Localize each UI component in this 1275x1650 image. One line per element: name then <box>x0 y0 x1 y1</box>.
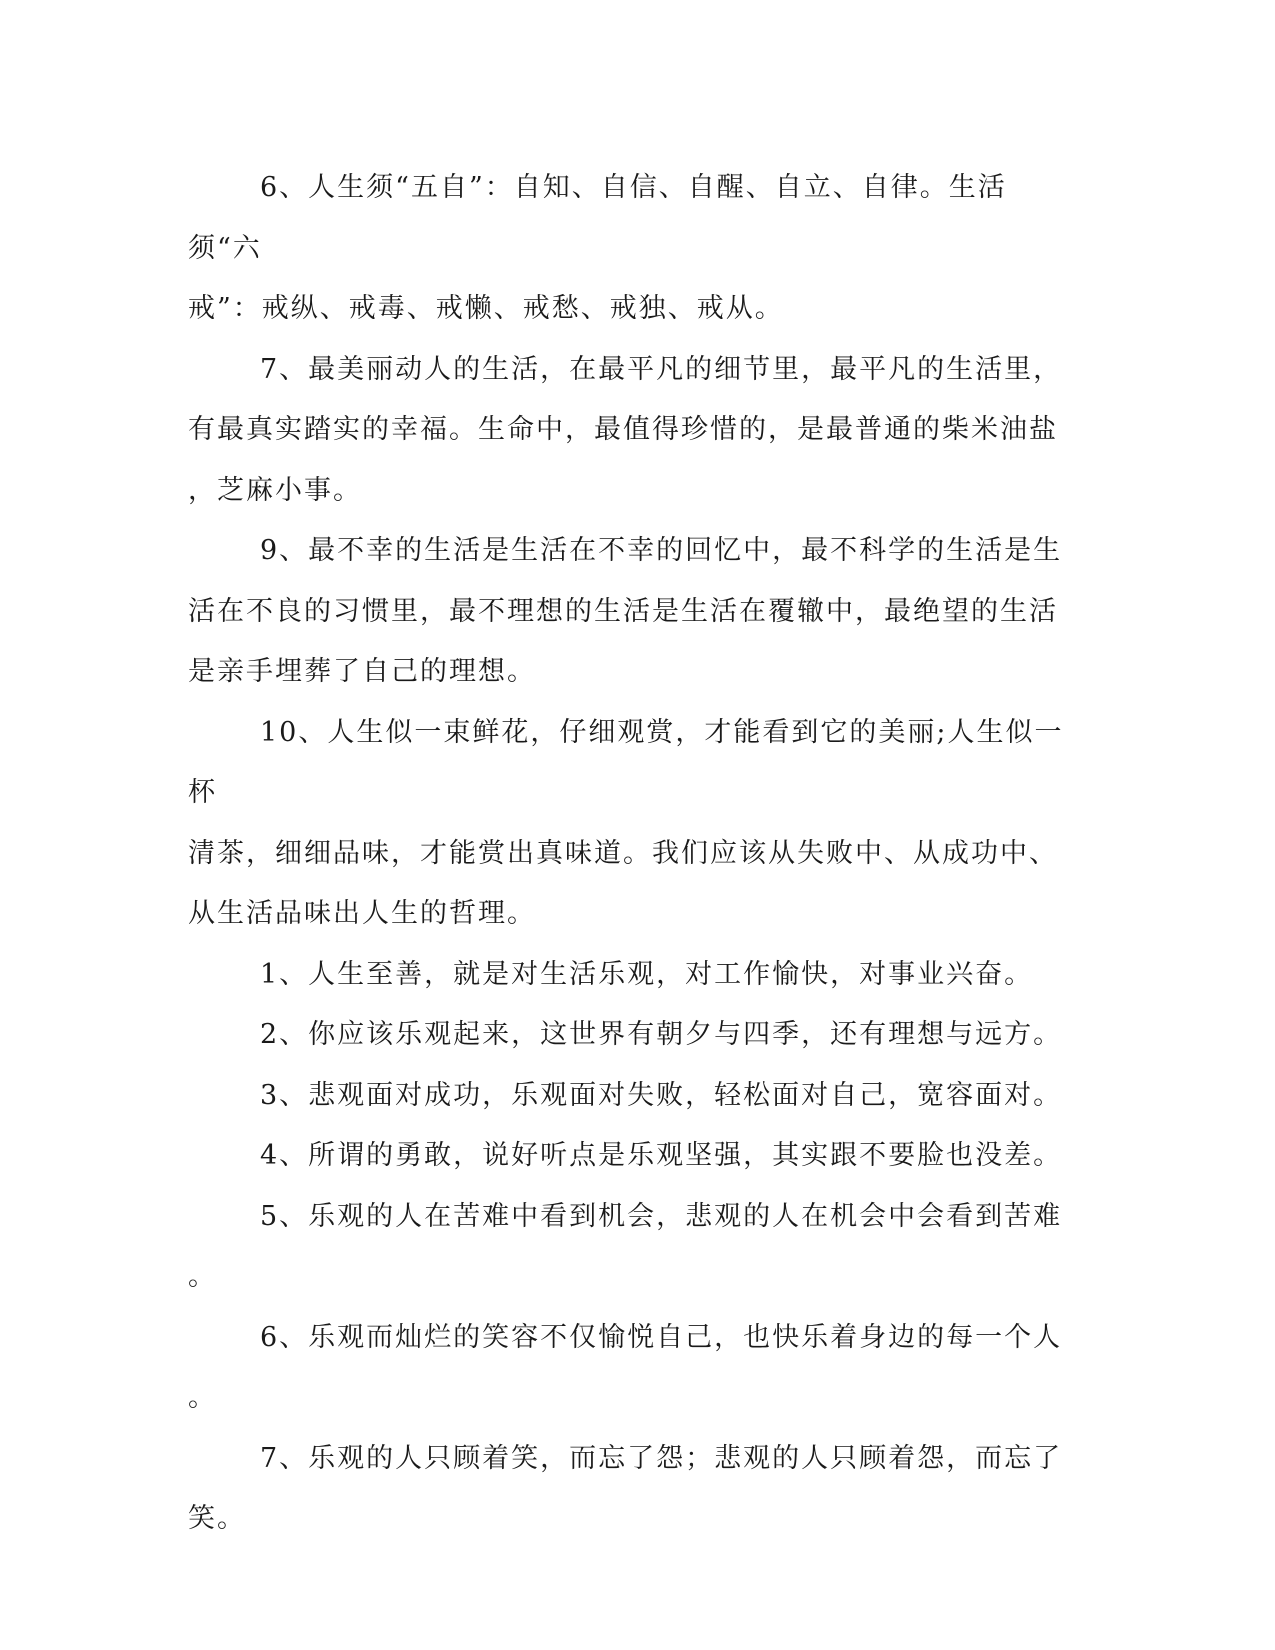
text-line: 活在不良的习惯里，最不理想的生活是生活在覆辙中，最绝望的生活 <box>188 595 1058 627</box>
text-line: 从生活品味出人生的哲理。 <box>188 898 536 929</box>
text-line: 1、人生至善，就是对生活乐观，对工作愉快，对事业兴奋。 <box>260 958 1034 990</box>
paragraph-1-goodness <box>188 945 1078 1006</box>
paragraph-2-optimism <box>188 1005 1078 1066</box>
document-body <box>188 158 1078 1550</box>
paragraph-6-smile <box>188 1308 1078 1429</box>
paragraph-6-wuzi <box>188 158 1078 340</box>
text-line: 是亲手埋葬了自己的理想。 <box>188 656 536 687</box>
paragraph-7-life <box>188 340 1078 522</box>
text-line: 6、人生须“五自”：自知、自信、自醒、自立、自律。生活须“六 <box>188 172 1007 264</box>
text-line: 9、最不幸的生活是生活在不幸的回忆中，最不科学的生活是生 <box>260 535 1063 566</box>
paragraph-10-flowers <box>188 703 1078 945</box>
text-line: 6、乐观而灿烂的笑容不仅愉悦自己，也快乐着身边的每一个人 <box>260 1321 1063 1353</box>
text-line: 3、悲观面对成功，乐观面对失败，轻松面对自己，宽容面对。 <box>260 1079 1063 1111</box>
text-line: 戒”：戒纵、戒毒、戒懒、戒愁、戒独、戒从。 <box>188 293 784 324</box>
text-line: 2、你应该乐观起来，这世界有朝夕与四季，还有理想与远方。 <box>260 1019 1063 1050</box>
paragraph-3-facing <box>188 1066 1078 1127</box>
text-line: ，芝麻小事。 <box>188 474 362 506</box>
text-line: 。 <box>188 1382 217 1413</box>
text-line: 5、乐观的人在苦难中看到机会，悲观的人在机会中会看到苦难 <box>260 1200 1063 1232</box>
text-line: 清茶，细细品味，才能赏出真味道。我们应该从失败中、从成功中、 <box>188 837 1058 869</box>
text-line: 有最真实踏实的幸福。生命中，最值得珍惜的，是最普通的柴米油盐 <box>188 414 1058 445</box>
text-line: 7、乐观的人只顾着笑，而忘了怨；悲观的人只顾着怨，而忘了 <box>260 1442 1063 1474</box>
text-line: 10、人生似一束鲜花，仔细观赏，才能看到它的美丽;人生似一杯 <box>188 716 1064 808</box>
text-line: 。 <box>188 1261 217 1292</box>
text-line: 7、最美丽动人的生活，在最平凡的细节里，最平凡的生活里， <box>260 353 1063 385</box>
paragraph-4-courage <box>188 1126 1078 1187</box>
paragraph-9-unfortunate <box>188 521 1078 703</box>
text-line: 4、所谓的勇敢，说好听点是乐观坚强，其实跟不要脸也没差。 <box>260 1140 1063 1171</box>
paragraph-5-opportunity <box>188 1187 1078 1308</box>
paragraph-7-laugh <box>188 1429 1078 1550</box>
text-line: 笑。 <box>188 1503 246 1534</box>
